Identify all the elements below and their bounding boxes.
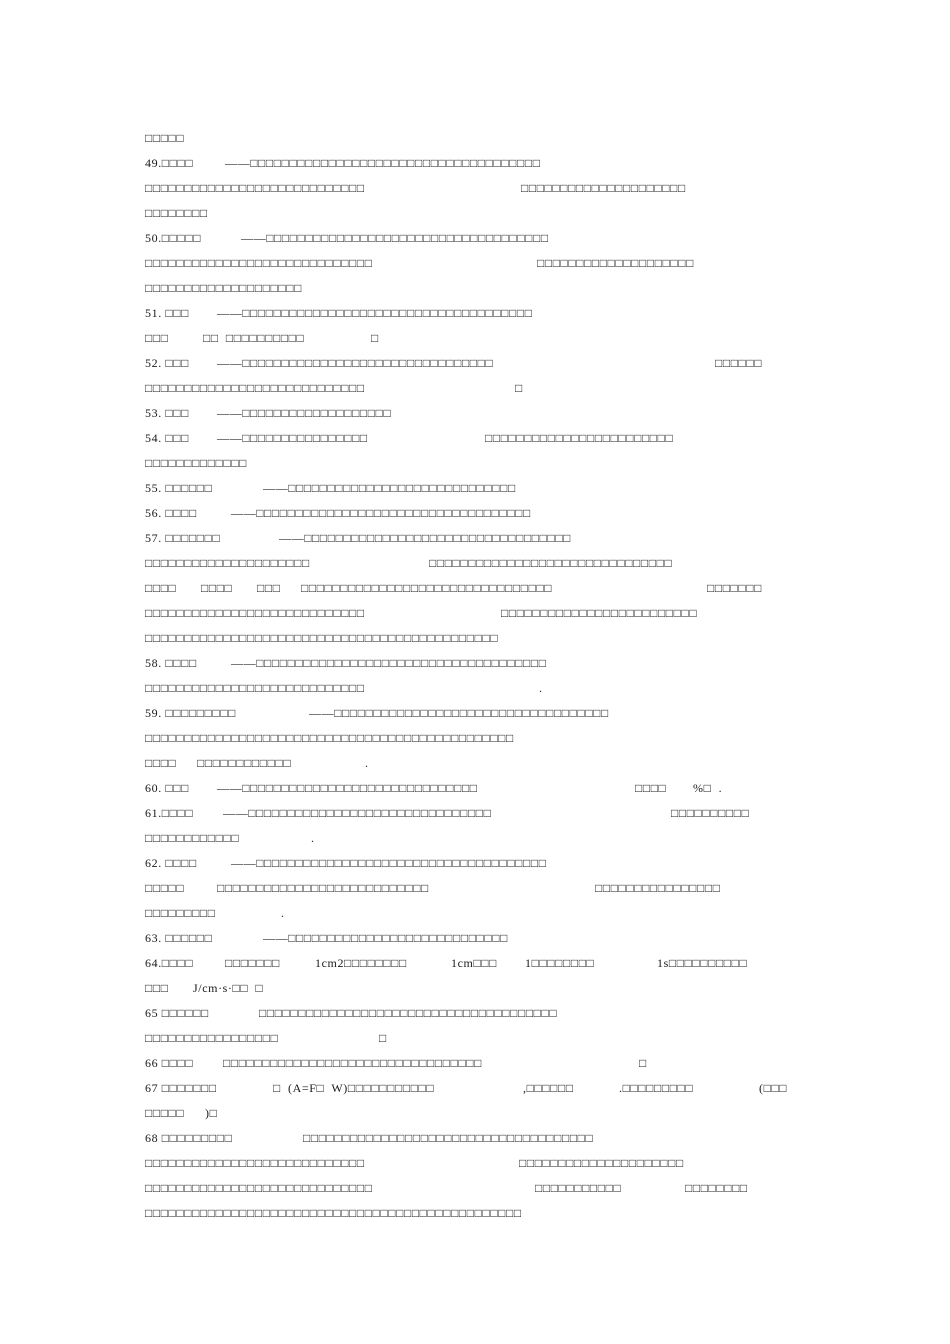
text-segment: □ (639, 1056, 647, 1070)
text-segment: □□□□□□□□□□□□□□□□□□□□□□□□□□□□□□□□□ (223, 1056, 482, 1070)
text-segment: J/cm·s·□□ □ (193, 981, 264, 995)
text-segment: ——□□□□□□□□□□□□□□□□□□□□□□□□□□□□□□□□□□ (279, 531, 572, 545)
text-segment: ——□□□□□□□□□□□□□□□□□□□□□□□□□□□□□□□□□□□□□ (231, 656, 547, 670)
text-segment: . (281, 906, 285, 920)
text-segment: (□□□ (759, 1081, 788, 1095)
text-segment: ——□□□□□□□□□□□□□□□□□□□□□□□□□□□□□□ (217, 781, 478, 795)
text-segment: 57. □□□□□□□ (145, 531, 221, 545)
text-segment: □□□□□□□□□□□□□□□□□□□□□□□□□□□□ (145, 681, 365, 695)
text-segment: □□□□ (145, 581, 177, 595)
text-segment: □□□□ (145, 756, 177, 770)
text-segment: 52. □□□ (145, 356, 189, 370)
text-segment: )□ (205, 1106, 218, 1120)
text-segment: □ (515, 381, 523, 395)
text-segment: □□□□□ (145, 1106, 185, 1120)
text-segment: □□□□□□□□□□□□ (197, 756, 292, 770)
text-segment: ——□□□□□□□□□□□□□□□□□□□□□□□□□□□□□□□□□□□ (231, 506, 531, 520)
text-segment: 66 □□□□ (145, 1056, 194, 1070)
text-segment: □□□□□□□□□□□ (535, 1181, 622, 1195)
text-segment: ——□□□□□□□□□□□□□□□□□□□□□□□□□□□□□□□□ (217, 356, 494, 370)
text-segment: □□□□□□□□□□□□□□□□□ (145, 1031, 279, 1045)
text-segment: □□□□□□□□□□□□□□□□□□□□□□□□□□□□□□□□□□□□□□□□□□□□□□□□ (145, 1206, 522, 1220)
text-segment: □ (371, 331, 379, 345)
text-segment: □□□□□□□□ (685, 1181, 748, 1195)
text-segment: □□□□□□□□□□□□□□□□□□□□□□□□□□□□□□□ (429, 556, 673, 570)
text-segment: □□□□□□□□□□□□□□□□□□□□□ (145, 556, 310, 570)
text-segment: □□□ (145, 981, 169, 995)
text-segment: □□□□□□□□□□ (671, 806, 750, 820)
text-segment: □□□□□□□□□□□□□□□□□□□□□□□□□□□□ (145, 381, 365, 395)
text-segment: 50.□□□□□ (145, 231, 202, 245)
text-segment: □□ □□□□□□□□□□ (203, 331, 305, 345)
text-segment: 68 □□□□□□□□□ (145, 1131, 233, 1145)
text-segment: 1□□□□□□□□ (525, 956, 595, 970)
text-segment: □□□□□□□□□□□□□□□□□□□□□□□□□□□□□□□□□□□□□□□□□□□□□□□ (145, 731, 514, 745)
text-segment: □□□□□□□□□□□□□□□□□□□□□ (521, 181, 686, 195)
text-segment: □□□□□□□□□□□□□ (145, 456, 248, 470)
text-segment: □□□□□□□□□□□□□□□□□□□□ (145, 281, 302, 295)
text-segment: 67 □□□□□□□ (145, 1081, 217, 1095)
text-segment: □□□□□□□□□□□□□□□□□□□□ (537, 256, 694, 270)
text-segment: 49.□□□□ (145, 156, 194, 170)
text-segment: □□□□□□□□□□□□□□□□□□□□□□□□□□□ (217, 881, 429, 895)
text-segment: 58. □□□□ (145, 656, 197, 670)
text-segment: ——□□□□□□□□□□□□□□□□ (217, 431, 368, 445)
text-segment: □□□□ (201, 581, 233, 595)
text-segment: □□□□□□□□□□□□□□□□□□□□□ (519, 1156, 684, 1170)
text-segment: 51. □□□ (145, 306, 189, 320)
text-segment: □□□□□ (145, 881, 185, 895)
text-segment: 54. □□□ (145, 431, 189, 445)
text-segment: □□□□□□ (715, 356, 763, 370)
text-segment: □□□□□□□□□□□□□□□□□□□□□□□□□□□□□□□□□□□□□□□□□□□□□ (145, 631, 499, 645)
text-segment: %□ . (693, 781, 723, 795)
text-segment: 59. □□□□□□□□□ (145, 706, 237, 720)
text-segment: ——□□□□□□□□□□□□□□□□□□□□□□□□□□□□ (263, 931, 508, 945)
text-segment: 61.□□□□ (145, 806, 194, 820)
text-segment: ——□□□□□□□□□□□□□□□□□□□□□□□□□□□□□□□□□□□□ (241, 231, 549, 245)
text-segment: ——□□□□□□□□□□□□□□□□□□□□□□□□□□□□□□□ (223, 806, 492, 820)
text-segment: □ (379, 1031, 387, 1045)
text-segment: □□□□□ (145, 131, 185, 145)
text-segment: □□□□□□□ (225, 956, 280, 970)
text-segment: □□□□□□□ (707, 581, 762, 595)
text-segment: □□□□ (635, 781, 667, 795)
text-segment: 60. □□□ (145, 781, 189, 795)
text-segment: ——□□□□□□□□□□□□□□□□□□□□□□□□□□□□□□□□□□□□□ (231, 856, 547, 870)
text-segment: 53. □□□ (145, 406, 189, 420)
text-segment: .□□□□□□□□□ (619, 1081, 694, 1095)
text-segment: 62. □□□□ (145, 856, 197, 870)
text-segment: 56. □□□□ (145, 506, 197, 520)
text-segment: □□□□□□□□□□□□□□□□□□□□□□□□□□□□ (145, 606, 365, 620)
text-segment: □□□□□□□□□□□□□□□□□□□□□□□□□□□□ (145, 1156, 365, 1170)
text-segment: □□□ (145, 331, 169, 345)
text-segment: ——□□□□□□□□□□□□□□□□□□□□□□□□□□□□□ (263, 481, 516, 495)
text-segment: 1s□□□□□□□□□□ (657, 956, 748, 970)
text-segment: □□□□□□□□□□□□□□□□□□□□□□□□□□□□ (145, 181, 365, 195)
text-segment: . (311, 831, 315, 845)
text-segment: ——□□□□□□□□□□□□□□□□□□□ (217, 406, 392, 420)
text-segment: □□□□□□□□□□□□□□□□□□□□□□□□□□□□□□□□ (301, 581, 553, 595)
text-segment: □□□□□□□□□□□□□□□□□□□□□□□□□□□□□ (145, 1181, 373, 1195)
text-segment: □□□□□□□□□□□□□□□□□□□□□□□□□ (501, 606, 698, 620)
text-segment: □□□□□□□□□□□□□□□□□□□□□□□□□□□□□□□□□□□□□ (303, 1131, 594, 1145)
text-segment: □□□□□□□□ (145, 206, 208, 220)
text-segment: □□□□□□□□□□□□□□□□□□□□□□□□ (485, 431, 674, 445)
text-segment: 64.□□□□ (145, 956, 194, 970)
text-segment: . (365, 756, 369, 770)
text-segment: □□□ (257, 581, 281, 595)
text-segment: □□□□□□□□□□□□□□□□□□□□□□□□□□□□□ (145, 256, 373, 270)
text-segment: ——□□□□□□□□□□□□□□□□□□□□□□□□□□□□□□□□□□□□□ (225, 156, 541, 170)
text-segment: □□□□□□□□□ (145, 906, 216, 920)
text-segment: . (539, 681, 543, 695)
text-segment: □□□□□□□□□□□□ (145, 831, 240, 845)
text-segment: 1cm2□□□□□□□□ (315, 956, 407, 970)
text-segment: 65 □□□□□□ (145, 1006, 209, 1020)
text-segment: ——□□□□□□□□□□□□□□□□□□□□□□□□□□□□□□□□□□□□□ (217, 306, 533, 320)
text-segment: □□□□□□□□□□□□□□□□ (595, 881, 721, 895)
text-segment: ,□□□□□□ (523, 1081, 574, 1095)
text-segment: □ (A=F□ W)□□□□□□□□□□□ (273, 1081, 435, 1095)
text-segment: □□□□□□□□□□□□□□□□□□□□□□□□□□□□□□□□□□□□□□ (259, 1006, 558, 1020)
text-segment: 63. □□□□□□ (145, 931, 213, 945)
text-segment: 55. □□□□□□ (145, 481, 213, 495)
text-segment: 1cm□□□ (451, 956, 498, 970)
text-segment: ——□□□□□□□□□□□□□□□□□□□□□□□□□□□□□□□□□□□ (309, 706, 609, 720)
